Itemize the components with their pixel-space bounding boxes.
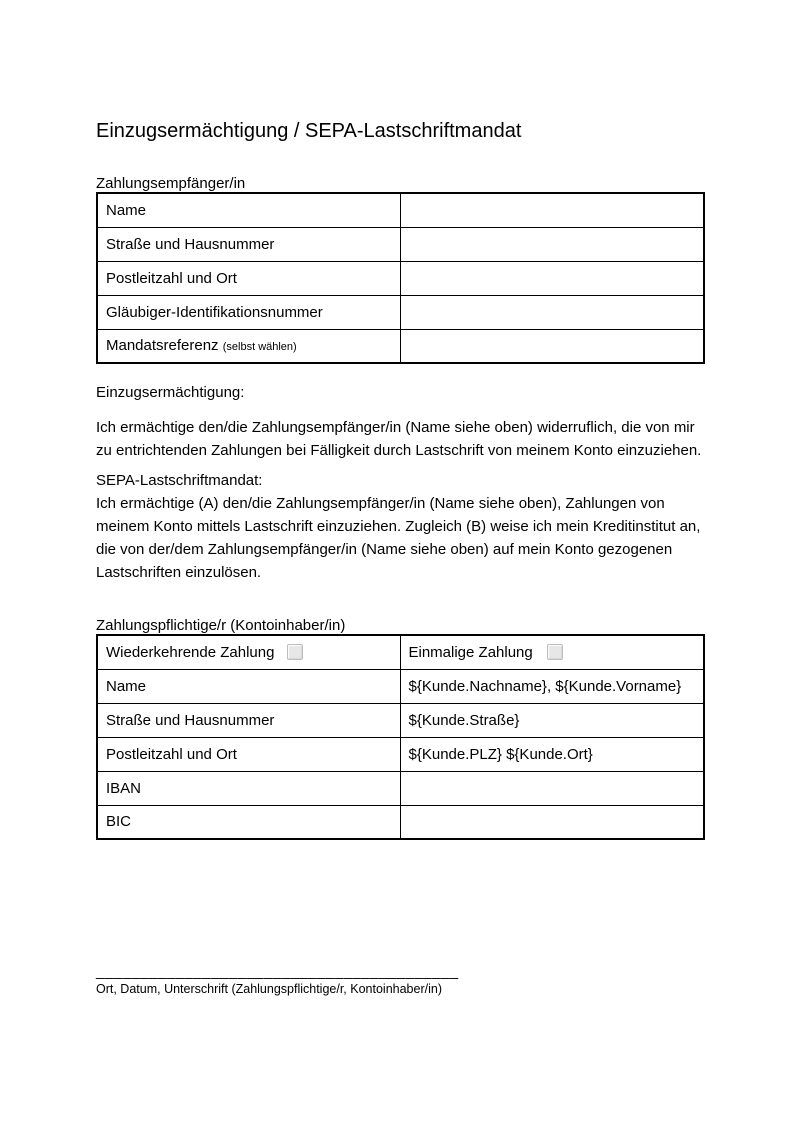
recurring-payment-checkbox[interactable] — [287, 644, 303, 660]
payer-iban-label: IBAN — [97, 771, 400, 805]
one-time-payment-label: Einmalige Zahlung — [408, 643, 533, 661]
signature-block — [96, 964, 705, 998]
authorization-heading: Einzugsermächtigung: — [96, 384, 245, 401]
payer-name-value: ${Kunde.Nachname}, ${Kunde.Vorname} — [400, 669, 704, 703]
payee-street-label: Straße und Hausnummer — [97, 227, 400, 261]
sepa-mandate-text: Ich ermächtige (A) den/die Zahlungsempfänger/in (Name siehe oben), Zahlungen von meinem Konto mittels Lastschrift einzuziehen. Zugleich (B) weise ich mein Kreditinstitut an, die von der/dem Zahlungsempfänger/in (Name siehe oben) auf mein Konto gezogenen Lastschriften einzulösen. — [96, 495, 701, 581]
payer-street-value: ${Kunde.Straße} — [400, 703, 704, 737]
sepa-mandate-heading: SEPA-Lastschriftmandat: — [96, 472, 263, 489]
payer-bic-label: BIC — [97, 805, 400, 839]
payee-name-label: Name — [97, 193, 400, 227]
table-row — [97, 737, 704, 771]
payee-creditor-id-label: Gläubiger-Identifikationsnummer — [97, 295, 400, 329]
payer-city-value: ${Kunde.PLZ} ${Kunde.Ort} — [400, 737, 704, 771]
signature-line: _________________________________________ — [96, 963, 459, 980]
payee-creditor-id-field[interactable] — [400, 295, 704, 329]
table-row — [97, 193, 704, 227]
document-title: Einzugsermächtigung / SEPA-Lastschriftmandat — [96, 120, 522, 142]
payer-name-label: Name — [97, 669, 400, 703]
one-time-payment-cell — [400, 635, 704, 669]
payee-table — [96, 192, 705, 364]
payer-city-label: Postleitzahl und Ort — [97, 737, 400, 771]
document-content — [96, 0, 705, 998]
payer-section-label: Zahlungspflichtige/r (Kontoinhaber/in) — [96, 617, 346, 634]
payee-city-field[interactable] — [400, 261, 704, 295]
table-row — [97, 669, 704, 703]
table-row — [97, 227, 704, 261]
payer-bic-field[interactable] — [400, 805, 704, 839]
mandate-ref-note: (selbst wählen) — [222, 341, 297, 354]
payer-street-label: Straße und Hausnummer — [97, 703, 400, 737]
payee-city-label: Postleitzahl und Ort — [97, 261, 400, 295]
table-row — [97, 295, 704, 329]
one-time-payment-checkbox[interactable] — [547, 644, 563, 660]
authorization-text: Ich ermächtige den/die Zahlungsempfänger/in (Name siehe oben) widerruflich, die von mir zu entrichtenden Zahlungen bei Fälligkeit durch Lastschrift von meinem Konto einzuziehen. — [96, 419, 702, 459]
payee-mandate-ref-field[interactable] — [400, 329, 704, 363]
payee-street-field[interactable] — [400, 227, 704, 261]
signature-caption: Ort, Datum, Unterschrift (Zahlungspflichtige/r, Kontoinhaber/in) — [96, 982, 442, 996]
payee-mandate-ref-label: Mandatsreferenz (selbst wählen) — [97, 329, 400, 363]
recurring-payment-cell — [97, 635, 400, 669]
recurring-payment-label: Wiederkehrende Zahlung — [106, 643, 275, 661]
payee-name-field[interactable] — [400, 193, 704, 227]
table-row — [97, 771, 704, 805]
table-row — [97, 703, 704, 737]
table-row — [97, 635, 704, 669]
payee-section-label: Zahlungsempfänger/in — [96, 175, 246, 192]
table-row — [97, 329, 704, 363]
table-row — [97, 805, 704, 839]
table-row — [97, 261, 704, 295]
payer-table — [96, 634, 705, 840]
payer-iban-field[interactable] — [400, 771, 704, 805]
